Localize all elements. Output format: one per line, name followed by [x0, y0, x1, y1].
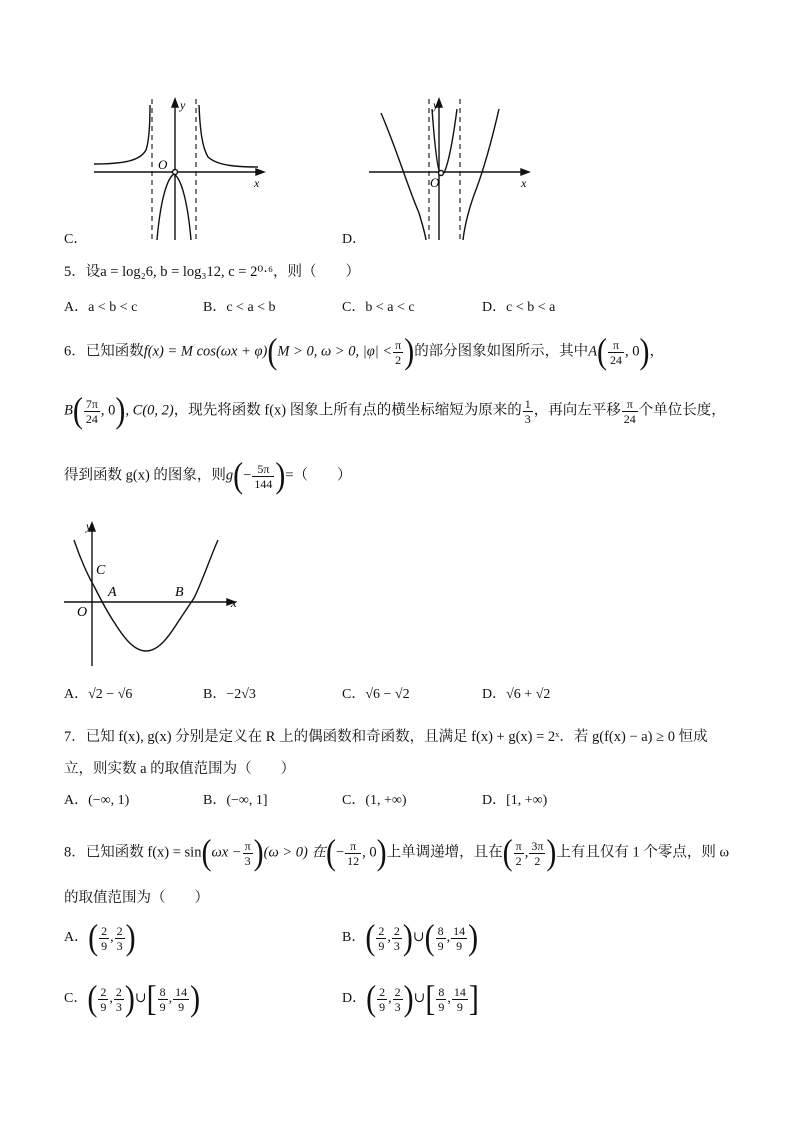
cosine-curve	[74, 540, 218, 651]
graph-c-x-label: x	[254, 176, 260, 190]
q5-stem: 5．设a = log₂6, b = log₃12, c = 2⁰·⁶，则（ ）	[64, 264, 361, 280]
q6-graph-point-a: A	[108, 585, 117, 600]
q8-option-a: A．( $\frac{2}{9}$ , $\frac{2}{3}$ )	[64, 917, 136, 958]
curve-middle	[432, 109, 457, 175]
q6-option-d: D．√6 + √2	[482, 687, 551, 702]
q6-shift: $\frac{\pi}{24}$	[623, 396, 636, 426]
curve-left	[381, 113, 426, 240]
q7-line-1: 7．已知 f(x), g(x) 分别是定义在 R 上的偶函数和奇函数，且满足 f(x) + g(x) = 2ˣ．若 g(f(x) − a) ≥ 0 恒成	[64, 729, 708, 745]
q5-option-b: B．c < a < b	[203, 300, 276, 315]
q6-graph-x-label: x	[231, 595, 237, 610]
q6-graph-point-b: B	[175, 585, 184, 600]
q6-line-2: B( $\frac{7\pi}{24}$ , 0), C(0, 2)，现先将函数 f(x) 图象上所有点的横坐标缩短为原来的 $\frac{1}{3}$ ，再向左平移 $\frac{\pi}{24}$ 个单位长度，	[64, 390, 726, 431]
graph-c-label: C．	[64, 232, 88, 247]
q5-option-c: C．b < a < c	[342, 300, 415, 315]
q6-point-b: B	[64, 402, 73, 419]
q8-option-d: D．( $\frac{2}{9}$ , $\frac{2}{3}$ )∪[ $\frac{8}{9}$ , $\frac{14}{9}$ ]	[342, 978, 479, 1019]
q6-cond-frac: $\frac{\pi}{2}$	[395, 337, 402, 367]
q6-ratio: $\frac{1}{3}$	[524, 396, 531, 426]
q6-condition: M > 0, ω > 0, |φ| <	[277, 343, 393, 360]
graph-d	[365, 95, 545, 245]
q6-option-b: B．−2√3	[203, 687, 256, 702]
q6-option-c: C．√6 − √2	[342, 687, 410, 702]
q8-option-b: B．( $\frac{2}{9}$ , $\frac{2}{3}$ )∪( $\frac{8}{9}$ , $\frac{14}{9}$ )	[342, 917, 479, 958]
q6-graph	[60, 518, 250, 670]
graph-d-x-label: x	[521, 176, 527, 190]
q6-graph-point-c: C	[96, 563, 106, 578]
q6-point-a: A	[588, 343, 598, 360]
x-arrow	[521, 169, 529, 175]
q7-option-d: D．[1, +∞)	[482, 793, 548, 808]
q6-option-a: A．√2 − √6	[64, 687, 133, 702]
graph-d-origin-label: O	[430, 175, 440, 190]
q6-point-c: , C(0, 2)	[125, 402, 174, 419]
curve-right	[463, 109, 499, 240]
q6-line-3: 得到函数 g(x) 的图象，则g(− $\frac{5\pi}{144}$ )=（ ）	[64, 455, 352, 496]
q6-graph-y-label: y	[86, 519, 92, 533]
q7-option-a: A．(−∞, 1)	[64, 793, 130, 808]
q6-graph-origin: O	[77, 605, 88, 620]
q7-option-b: B．(−∞, 1]	[203, 793, 268, 808]
q6-g: g	[225, 467, 234, 484]
q5-option-a: A．a < b < c	[64, 300, 138, 315]
q8-line-1: 8．已知函数 f(x) = sin(ωx − $\frac{\pi}{3}$ )(ω > 0) 在(− $\frac{\pi}{12}$ , 0)上单调递增，且在( $\frac{\pi}{2}$ , $\frac{3\pi}{2}$ )上有且仅有 1 个零点，则 ω	[64, 832, 730, 873]
q7-option-c: C．(1, +∞)	[342, 793, 407, 808]
q6-transform-text: ，现先将函数 f(x) 图象上所有点的横坐标缩短为原来的	[173, 402, 522, 419]
q5-option-d: D．c < b < a	[482, 300, 556, 315]
q8-line-2: 的取值范围为（ ）	[64, 890, 209, 906]
q7-line-2: 立，则实数 a 的取值范围为（ ）	[64, 761, 296, 777]
origin-point	[173, 170, 178, 175]
x-arrow	[256, 169, 264, 175]
curve-left	[94, 105, 150, 164]
q6-formula: f(x) = M cos(ωx + φ)	[143, 343, 268, 360]
graph-c-origin-label: O	[158, 157, 168, 172]
graph-d-label: D．	[342, 232, 367, 247]
q6-suffix: 的部分图象如图所示，其中	[414, 343, 589, 360]
curve-right	[199, 105, 258, 167]
q6-line-1: 6．已知函数f(x) = M cos(ωx + φ)(M > 0, ω > 0, |φ| < $\frac{\pi}{2}$ )的部分图象如图所示，其中A( $\frac{\pi}{24}$ , 0)，	[64, 331, 665, 372]
graph-d-y-label: y	[433, 98, 439, 112]
graph-c	[88, 95, 273, 245]
y-arrow	[172, 99, 178, 107]
graph-c-y-label: y	[180, 98, 186, 112]
q6-prefix: 6．已知函数	[64, 343, 144, 360]
q8-option-c: C．( $\frac{2}{9}$ , $\frac{2}{3}$ )∪[ $\frac{8}{9}$ , $\frac{14}{9}$ )	[64, 978, 201, 1019]
curve-middle	[157, 174, 191, 240]
q6-g-arg: $\frac{5\pi}{144}$	[254, 461, 273, 491]
